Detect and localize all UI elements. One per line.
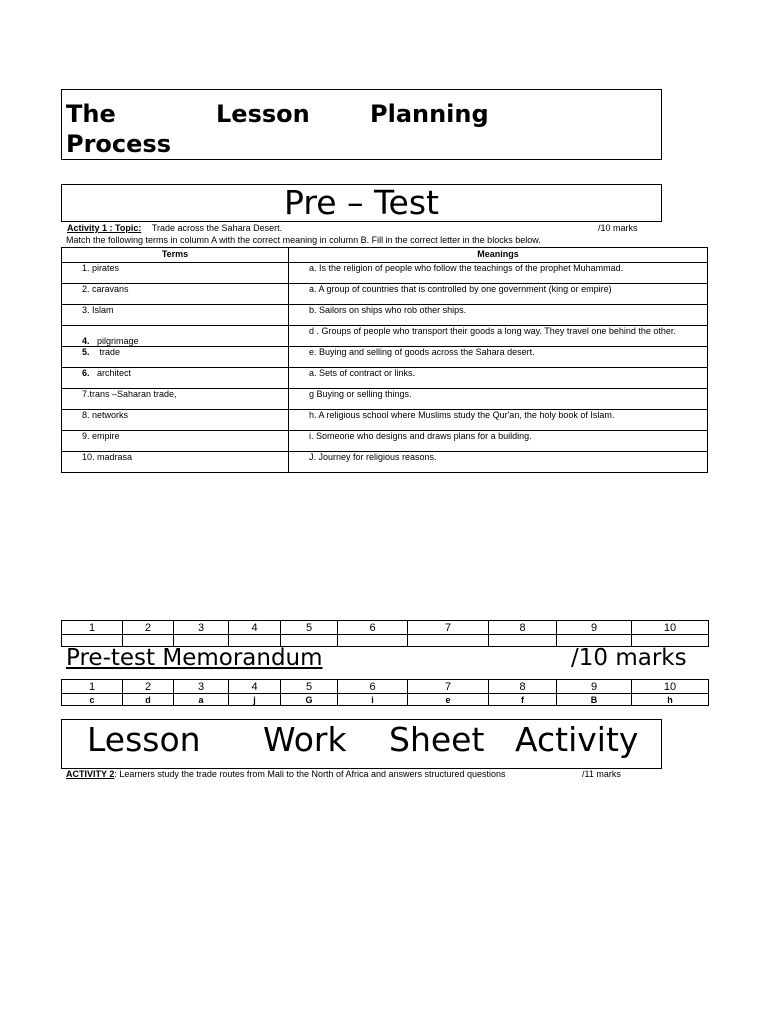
term-number: 4.: [82, 336, 90, 346]
title-box: [61, 89, 662, 160]
activity-2-label: ACTIVITY 2: [66, 769, 115, 779]
grid-number: 10: [632, 680, 709, 694]
term-cell: [62, 368, 289, 389]
activity-1-instruction: Match the following terms in column A with the correct meaning in column B. Fill in the correct letter in the blocks below.: [66, 235, 541, 245]
table-row: [62, 263, 708, 284]
answer-grid: [61, 620, 709, 647]
pretest-heading: Pre – Test: [61, 184, 662, 222]
activity-1-line: [67, 223, 282, 233]
grid-number: 9: [557, 621, 632, 635]
title-word: Lesson: [216, 100, 310, 128]
grid-number: 3: [174, 680, 229, 694]
memo-answer: i: [338, 694, 408, 706]
grid-number: 8: [489, 680, 557, 694]
table-row: [62, 410, 708, 431]
meaning-cell: e. Buying and selling of goods across the Sahara desert.: [289, 347, 708, 368]
grid-number: 5: [281, 680, 338, 694]
meaning-cell: g Buying or selling things.: [289, 389, 708, 410]
memo-answer: j: [229, 694, 281, 706]
matching-table: [61, 247, 708, 473]
grid-number: 2: [123, 680, 174, 694]
table-row: [62, 389, 708, 410]
memo-grid-answers: [62, 694, 709, 706]
term-text: trade: [99, 347, 121, 357]
term-text: pilgrimage: [97, 336, 139, 346]
grid-number: 4: [229, 680, 281, 694]
meaning-cell: b. Sailors on ships who rob other ships.: [289, 305, 708, 326]
term-cell: 9. empire: [62, 431, 289, 452]
grid-number: 1: [62, 680, 123, 694]
memo-answer: e: [408, 694, 489, 706]
table-row: [62, 347, 708, 368]
memo-title: Pre-test Memorandum: [66, 645, 323, 671]
title-word: Planning: [370, 100, 489, 128]
table-row: [62, 305, 708, 326]
answer-blank[interactable]: [408, 635, 489, 647]
term-cell: [62, 326, 289, 347]
memo-answer: B: [557, 694, 632, 706]
answer-blank[interactable]: [338, 635, 408, 647]
grid-number: 7: [408, 680, 489, 694]
term-cell: 3. Islam: [62, 305, 289, 326]
activity-1-marks: /10 marks: [598, 223, 638, 233]
meaning-cell: a. A group of countries that is controlled by one government (king or empire): [289, 284, 708, 305]
grid-number: 9: [557, 680, 632, 694]
meaning-cell: J. Journey for religious reasons.: [289, 452, 708, 473]
worksheet-heading-word: Work: [263, 720, 347, 759]
table-row: [62, 431, 708, 452]
memo-answer: a: [174, 694, 229, 706]
grid-number: 4: [229, 621, 281, 635]
term-cell: 7.trans –Saharan trade,: [62, 389, 289, 410]
column-header-terms: Terms: [62, 248, 289, 263]
table-row: [62, 284, 708, 305]
term-cell: 10. madrasa: [62, 452, 289, 473]
memo-grid-numbers: [62, 680, 709, 694]
memo-grid: [61, 679, 709, 706]
memo-answer: c: [62, 694, 123, 706]
memo-answer: f: [489, 694, 557, 706]
activity-2-marks: /11 marks: [582, 769, 621, 779]
memo-answer: h: [632, 694, 709, 706]
meaning-cell: h. A religious school where Muslims study the Qur'an, the holy book of Islam.: [289, 410, 708, 431]
table-row: [62, 368, 708, 389]
term-text: architect: [97, 368, 132, 378]
memo-answer: G: [281, 694, 338, 706]
grid-number: 1: [62, 621, 123, 635]
answer-blank[interactable]: [489, 635, 557, 647]
title-line-2: Process: [66, 130, 171, 158]
grid-number: 5: [281, 621, 338, 635]
grid-number: 10: [632, 621, 709, 635]
meaning-cell: i. Someone who designs and draws plans for a building.: [289, 431, 708, 452]
title-word: The: [66, 100, 116, 128]
table-row: [62, 326, 708, 347]
activity-2-line: [66, 769, 506, 779]
term-cell: 2. caravans: [62, 284, 289, 305]
memo-marks: /10 marks: [571, 645, 687, 671]
table-header-row: [62, 248, 708, 263]
answer-grid-numbers: [62, 621, 709, 635]
term-number: 6.: [82, 368, 90, 378]
grid-number: 7: [408, 621, 489, 635]
grid-number: 6: [338, 680, 408, 694]
table-row: [62, 452, 708, 473]
column-header-meanings: Meanings: [289, 248, 708, 263]
grid-number: 8: [489, 621, 557, 635]
meaning-cell: d . Groups of people who transport their goods a long way. They travel one behind the other.: [289, 326, 708, 347]
meaning-cell: a. Sets of contract or links.: [289, 368, 708, 389]
activity-1-topic: Trade across the Sahara Desert.: [151, 223, 283, 233]
memo-answer: d: [123, 694, 174, 706]
term-cell: [62, 347, 289, 368]
worksheet-heading-word: Sheet: [389, 720, 485, 759]
meaning-cell: a. Is the religion of people who follow the teachings of the prophet Muhammad.: [289, 263, 708, 284]
worksheet-heading-word: Activity: [515, 720, 639, 759]
activity-2-text: : Learners study the trade routes from Mali to the North of Africa and answers structured questions: [114, 769, 506, 779]
term-number: 5.: [82, 347, 90, 357]
term-cell: 8. networks: [62, 410, 289, 431]
worksheet-heading: [61, 719, 662, 769]
worksheet-heading-word: Lesson: [87, 720, 201, 759]
grid-number: 3: [174, 621, 229, 635]
activity-1-label: Activity 1 : Topic:: [67, 223, 142, 233]
term-cell: 1. pirates: [62, 263, 289, 284]
grid-number: 2: [123, 621, 174, 635]
grid-number: 6: [338, 621, 408, 635]
